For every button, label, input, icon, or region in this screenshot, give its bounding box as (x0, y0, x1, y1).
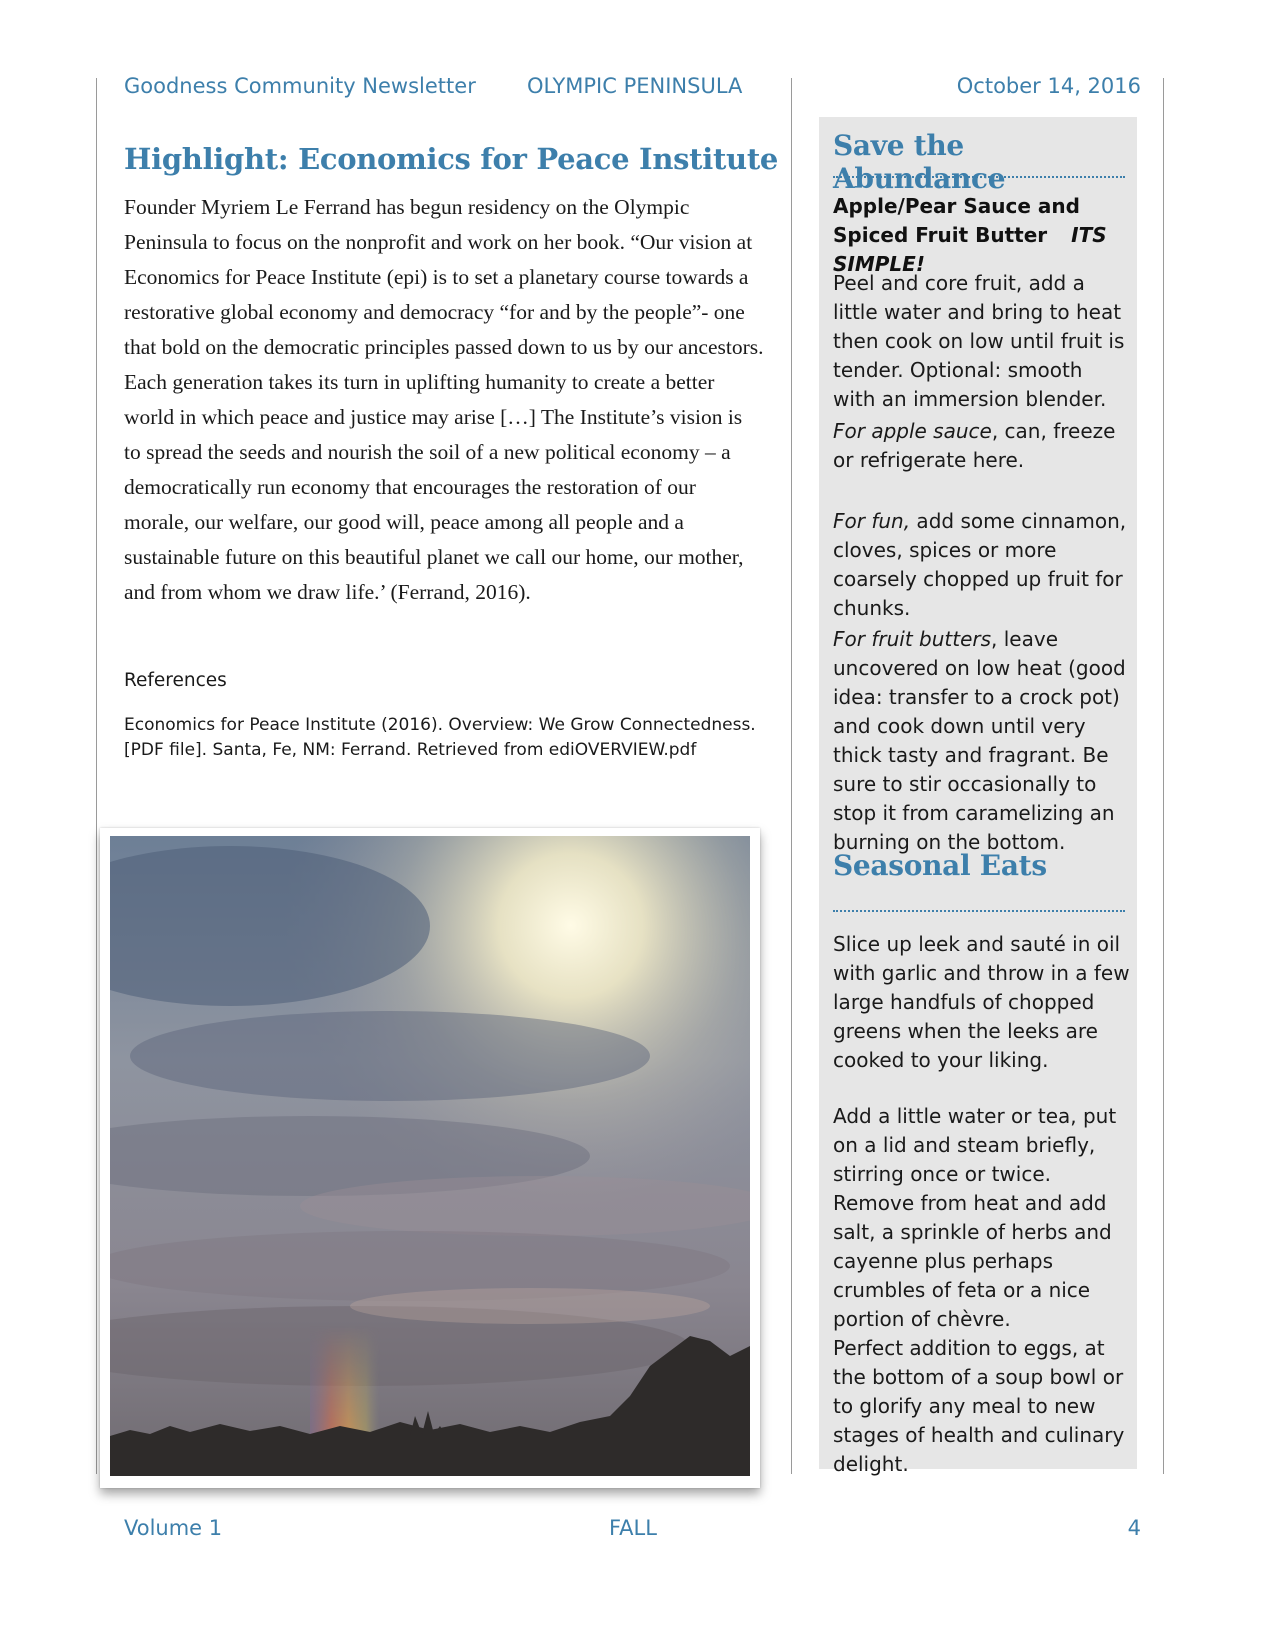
right-margin-rule (1163, 78, 1164, 1474)
article-body: Founder Myriem Le Ferrand has begun residency on the Olympic Peninsula to focus on the nonprofit and work on her book. “Our vision at Economics for Peace Institute (epi) is to set a planetary course towards a restorative global economy and democracy “for and by the people”- one that bold on the democratic principles passed down to us by our ancestors. Each generation takes its turn in uplifting humanity to create a better world in which peace and justice may arise […] The Institute’s vision is to spread the seeds and nourish the soil of a new political economy – a democratically run economy that encourages the restoration of our morale, our welfare, our good will, peace among all people and a sustainable future on this beautiful planet we call our home, our mother, and from whom we draw life.’ (Ferrand, 2016). (124, 195, 764, 604)
for-fun-text: add some cinnamon, cloves, spices or more coarsely chopped up fruit for chunks. (833, 509, 1127, 620)
recipe-tagline: ITS SIMPLE! (833, 223, 1107, 276)
recipe-apple-sauce (833, 417, 1131, 475)
recipe-subtitle-text: Apple/Pear Sauce and Spiced Fruit Butter (833, 194, 1080, 247)
for-fun-lead: For fun, (833, 509, 911, 533)
volume-label: Volume 1 (124, 1516, 223, 1540)
seasonal-eats-title: Seasonal Eats (833, 849, 1047, 882)
seasonal-divider (833, 910, 1125, 912)
seasonal-step-1: Slice up leek and sauté in oil with garlic and throw in a few large handfuls of chopped greens when the leeks are cooked to your liking. (833, 932, 1130, 1072)
recipe-subtitle (833, 192, 1128, 279)
references-heading: References (124, 670, 227, 691)
title-divider (833, 176, 1125, 178)
page-number: 4 (1127, 1516, 1141, 1540)
left-margin-rule (96, 78, 97, 1474)
column-divider-rule (791, 78, 792, 1474)
fruit-butters-text: , leave uncovered on low heat (good idea: transfer to a crock pot) and cook down until very thick tasty and fragrant. Be sure to stir occasionally to stop it from caramelizing an burning on the bottom. (833, 627, 1126, 854)
sidebar-panel (819, 117, 1137, 1476)
recipe-for-fun (833, 507, 1131, 623)
seasonal-step-2: Add a little water or tea, put on a lid and steam briefly, stirring once or twice. Remove from heat and add salt, a sprinkle of herbs and cayenne plus perhaps crumbles of feta or a nice portion of chèvre. (833, 1104, 1117, 1331)
issue-date: October 14, 2016 (956, 74, 1141, 98)
region-label: OLYMPIC PENINSULA (527, 74, 743, 98)
seasonal-step-3: Perfect addition to eggs, at the bottom of a soup bowl or to glorify any meal to new stages of health and culinary delight. (833, 1336, 1125, 1476)
article-title: Highlight: Economics for Peace Institute (124, 142, 779, 176)
sky-photo (100, 828, 760, 1488)
newsletter-name: Goodness Community Newsletter (124, 74, 476, 98)
season-label: FALL (609, 1516, 657, 1540)
recipe-fruit-butters (833, 625, 1131, 857)
reference-entry: Economics for Peace Institute (2016). Overview: We Grow Connectedness. [PDF file]. Santa, Fe, NM: Ferrand. Retrieved from ediOVERVIEW.pdf (124, 715, 756, 760)
save-abundance-title: Save the Abundance (833, 129, 1006, 195)
recipe-step-1: Peel and core fruit, add a little water and bring to heat then cook on low until fruit is tender. Optional: smooth with an immersion blender. (833, 271, 1125, 411)
fruit-butters-lead: For fruit butters (833, 627, 992, 651)
sunset-rainbow-image (110, 836, 750, 1476)
apple-sauce-lead: For apple sauce (833, 419, 992, 443)
apple-sauce-text: , can, freeze or refrigerate here. (833, 419, 1116, 472)
